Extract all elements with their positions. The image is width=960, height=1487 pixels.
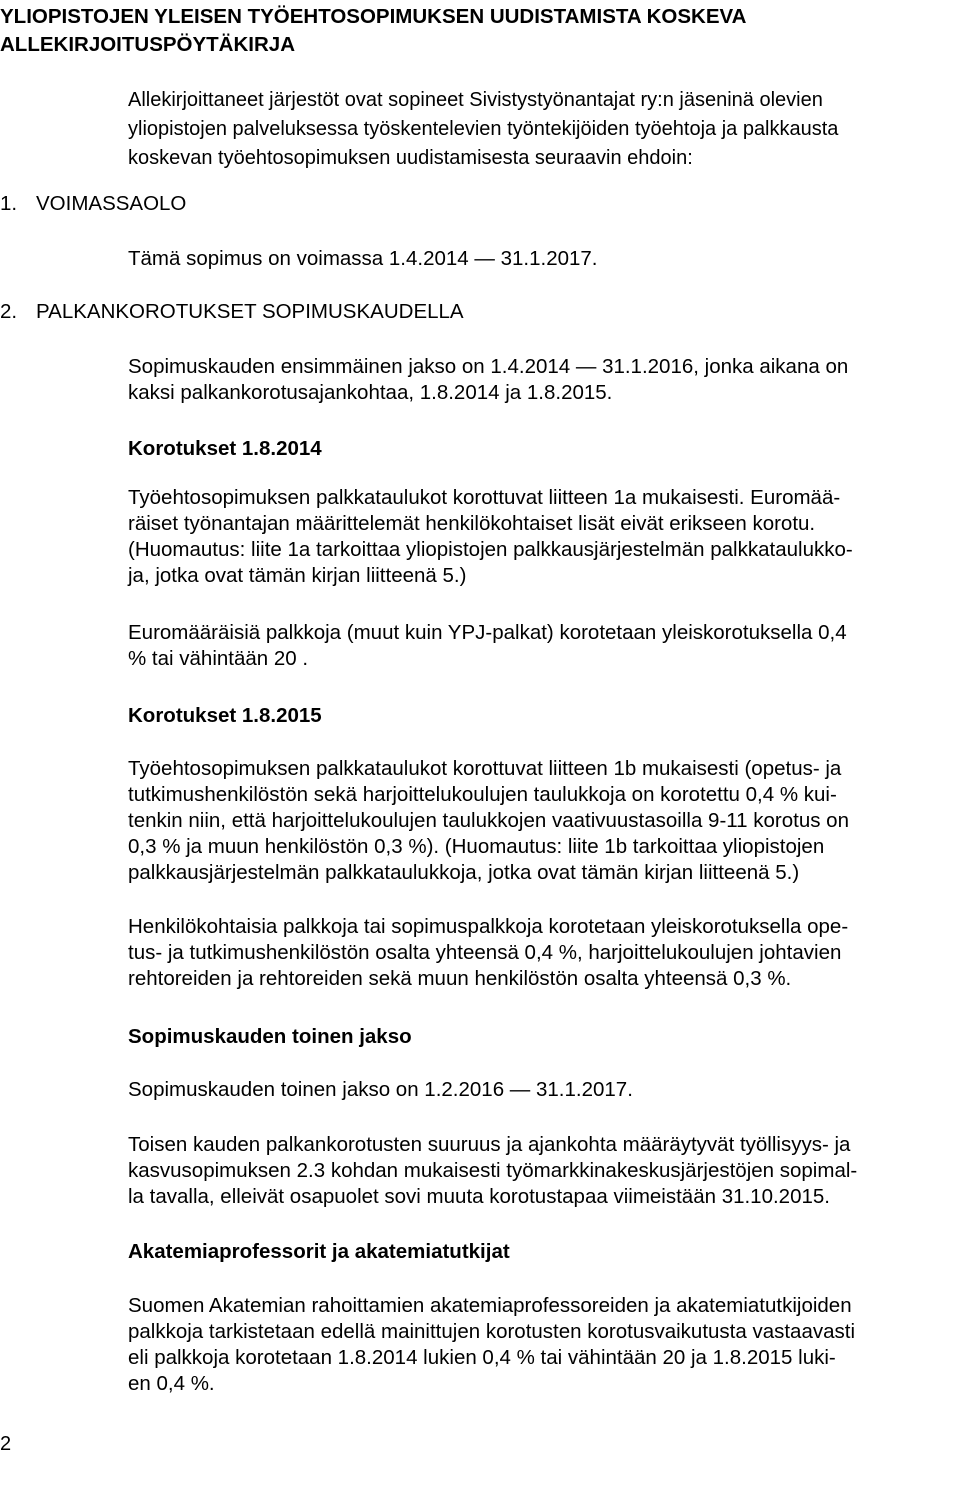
raise-2014-paragraph-2 xyxy=(128,620,952,672)
raise-2014-heading-block xyxy=(128,436,952,462)
document-title-line-2: ALLEKIRJOITUSPÖYTÄKIRJA xyxy=(0,33,295,56)
text-line: (Huomautus: liite 1a tarkoittaa yliopistojen palkkausjärjestelmän palkkataulukko- xyxy=(128,538,853,561)
academy-paragraph xyxy=(128,1293,952,1397)
academy-heading-block xyxy=(128,1239,952,1265)
section-1-body xyxy=(128,246,952,272)
section-number: 2. xyxy=(0,300,18,323)
text-line: kasvusopimuksen 2.3 kohdan mukaisesti työmarkkinakeskusjärjestöjen sopimal- xyxy=(128,1159,858,1182)
text-line: Työehtosopimuksen palkkataulukot korottuvat liitteen 1a mukaisesti. Euromää- xyxy=(128,486,841,509)
text-line: 0,3 % ja muun henkilöstön 0,3 %). (Huomautus: liite 1b tarkoittaa yliopistojen xyxy=(128,835,825,858)
raise-2015-heading-block xyxy=(128,703,952,729)
text-line: Suomen Akatemian rahoittamien akatemiaprofessoreiden ja akatemiatutkijoiden xyxy=(128,1294,852,1317)
text-line: eli palkkoja korotetaan 1.8.2014 lukien 0,4 % tai vähintään 20 ja 1.8.2015 luki- xyxy=(128,1346,836,1369)
document-title xyxy=(0,3,900,59)
intro-line: koskevan työehtosopimuksen uudistamisesta seuraavin ehdoin: xyxy=(128,147,693,169)
text-line: ja, jotka ovat tämän kirjan liitteenä 5.) xyxy=(128,564,467,587)
text-line: räiset työnantajan määrittelemät henkilökohtaiset lisät eivät erikseen korotu. xyxy=(128,512,816,535)
section-2-heading xyxy=(0,297,464,326)
section-title: PALKANKOROTUKSET SOPIMUSKAUDELLA xyxy=(36,300,464,323)
text-line: tenkin niin, että harjoittelukoulujen taulukkojen vaativuustasoilla 9-11 korotus on xyxy=(128,809,849,832)
raise-2014-heading: Korotukset 1.8.2014 xyxy=(128,437,322,460)
intro-line: Allekirjoittaneet järjestöt ovat sopineet Sivistystyönantajat ry:n jäseninä olevien xyxy=(128,89,823,111)
second-period-heading: Sopimuskauden toinen jakso xyxy=(128,1025,412,1048)
text-line: Euromääräisiä palkkoja (muut kuin YPJ-palkat) korotetaan yleiskorotuksella 0,4 xyxy=(128,621,847,644)
validity-paragraph: Tämä sopimus on voimassa 1.4.2014 — 31.1.2017. xyxy=(128,247,598,270)
text-line: Sopimuskauden ensimmäinen jakso on 1.4.2014 — 31.1.2016, jonka aikana on xyxy=(128,355,849,378)
text-line: rehtoreiden ja rehtoreiden sekä muun henkilöstön osalta yhteensä 0,3 %. xyxy=(128,967,792,990)
section-1-heading xyxy=(0,189,186,218)
document-title-line-1: YLIOPISTOJEN YLEISEN TYÖEHTOSOPIMUKSEN UUDISTAMISTA KOSKEVA xyxy=(0,5,747,28)
section-title: VOIMASSAOLO xyxy=(36,192,187,215)
second-period-heading-block xyxy=(128,1024,952,1050)
academy-heading: Akatemiaprofessorit ja akatemiatutkijat xyxy=(128,1240,510,1263)
text-line: kaksi palkankorotusajankohtaa, 1.8.2014 ja 1.8.2015. xyxy=(128,381,613,404)
text-line: palkkoja tarkistetaan edellä mainittujen korotusten korotusvaikutusta vastaavasti xyxy=(128,1320,856,1343)
intro-line: yliopistojen palveluksessa työskentelevien työntekijöiden työehtoja ja palkkausta xyxy=(128,118,839,140)
text-line: Työehtosopimuksen palkkataulukot korottuvat liitteen 1b mukaisesti (opetus- ja xyxy=(128,757,842,780)
raise-2015-paragraph-1 xyxy=(128,756,952,886)
text-line: palkkausjärjestelmän palkkataulukkoja, jotka ovat tämän kirjan liitteenä 5.) xyxy=(128,861,800,884)
second-period-paragraph-2 xyxy=(128,1132,952,1210)
page-number: 2 xyxy=(0,1433,12,1455)
text-line: en 0,4 %. xyxy=(128,1372,215,1395)
text-line: Toisen kauden palkankorotusten suuruus ja ajankohta määräytyvät työllisyys- ja xyxy=(128,1133,851,1156)
section-number: 1. xyxy=(0,192,18,215)
text-line: tus- ja tutkimushenkilöstön osalta yhteensä 0,4 %, harjoittelukoulujen johtavien xyxy=(128,941,842,964)
text-line: la tavalla, elleivät osapuolet sovi muuta korotustapaa viimeistään 31.10.2015. xyxy=(128,1185,830,1208)
text-line: tutkimushenkilöstön sekä harjoittelukoulujen taulukkoja on korotettu 0,4 % kui- xyxy=(128,783,837,806)
text-line: % tai vähintään 20 . xyxy=(128,647,309,670)
second-period-paragraph-1 xyxy=(128,1077,952,1103)
text-line: Henkilökohtaisia palkkoja tai sopimuspalkkoja korotetaan yleiskorotuksella ope- xyxy=(128,915,849,938)
raise-2015-heading: Korotukset 1.8.2015 xyxy=(128,704,322,727)
intro-paragraph xyxy=(128,86,948,173)
raise-2014-paragraph-1 xyxy=(128,485,952,589)
first-period-paragraph xyxy=(128,354,952,406)
second-period-dates: Sopimuskauden toinen jakso on 1.2.2016 — 31.1.2017. xyxy=(128,1078,633,1101)
raise-2015-paragraph-2 xyxy=(128,914,952,992)
